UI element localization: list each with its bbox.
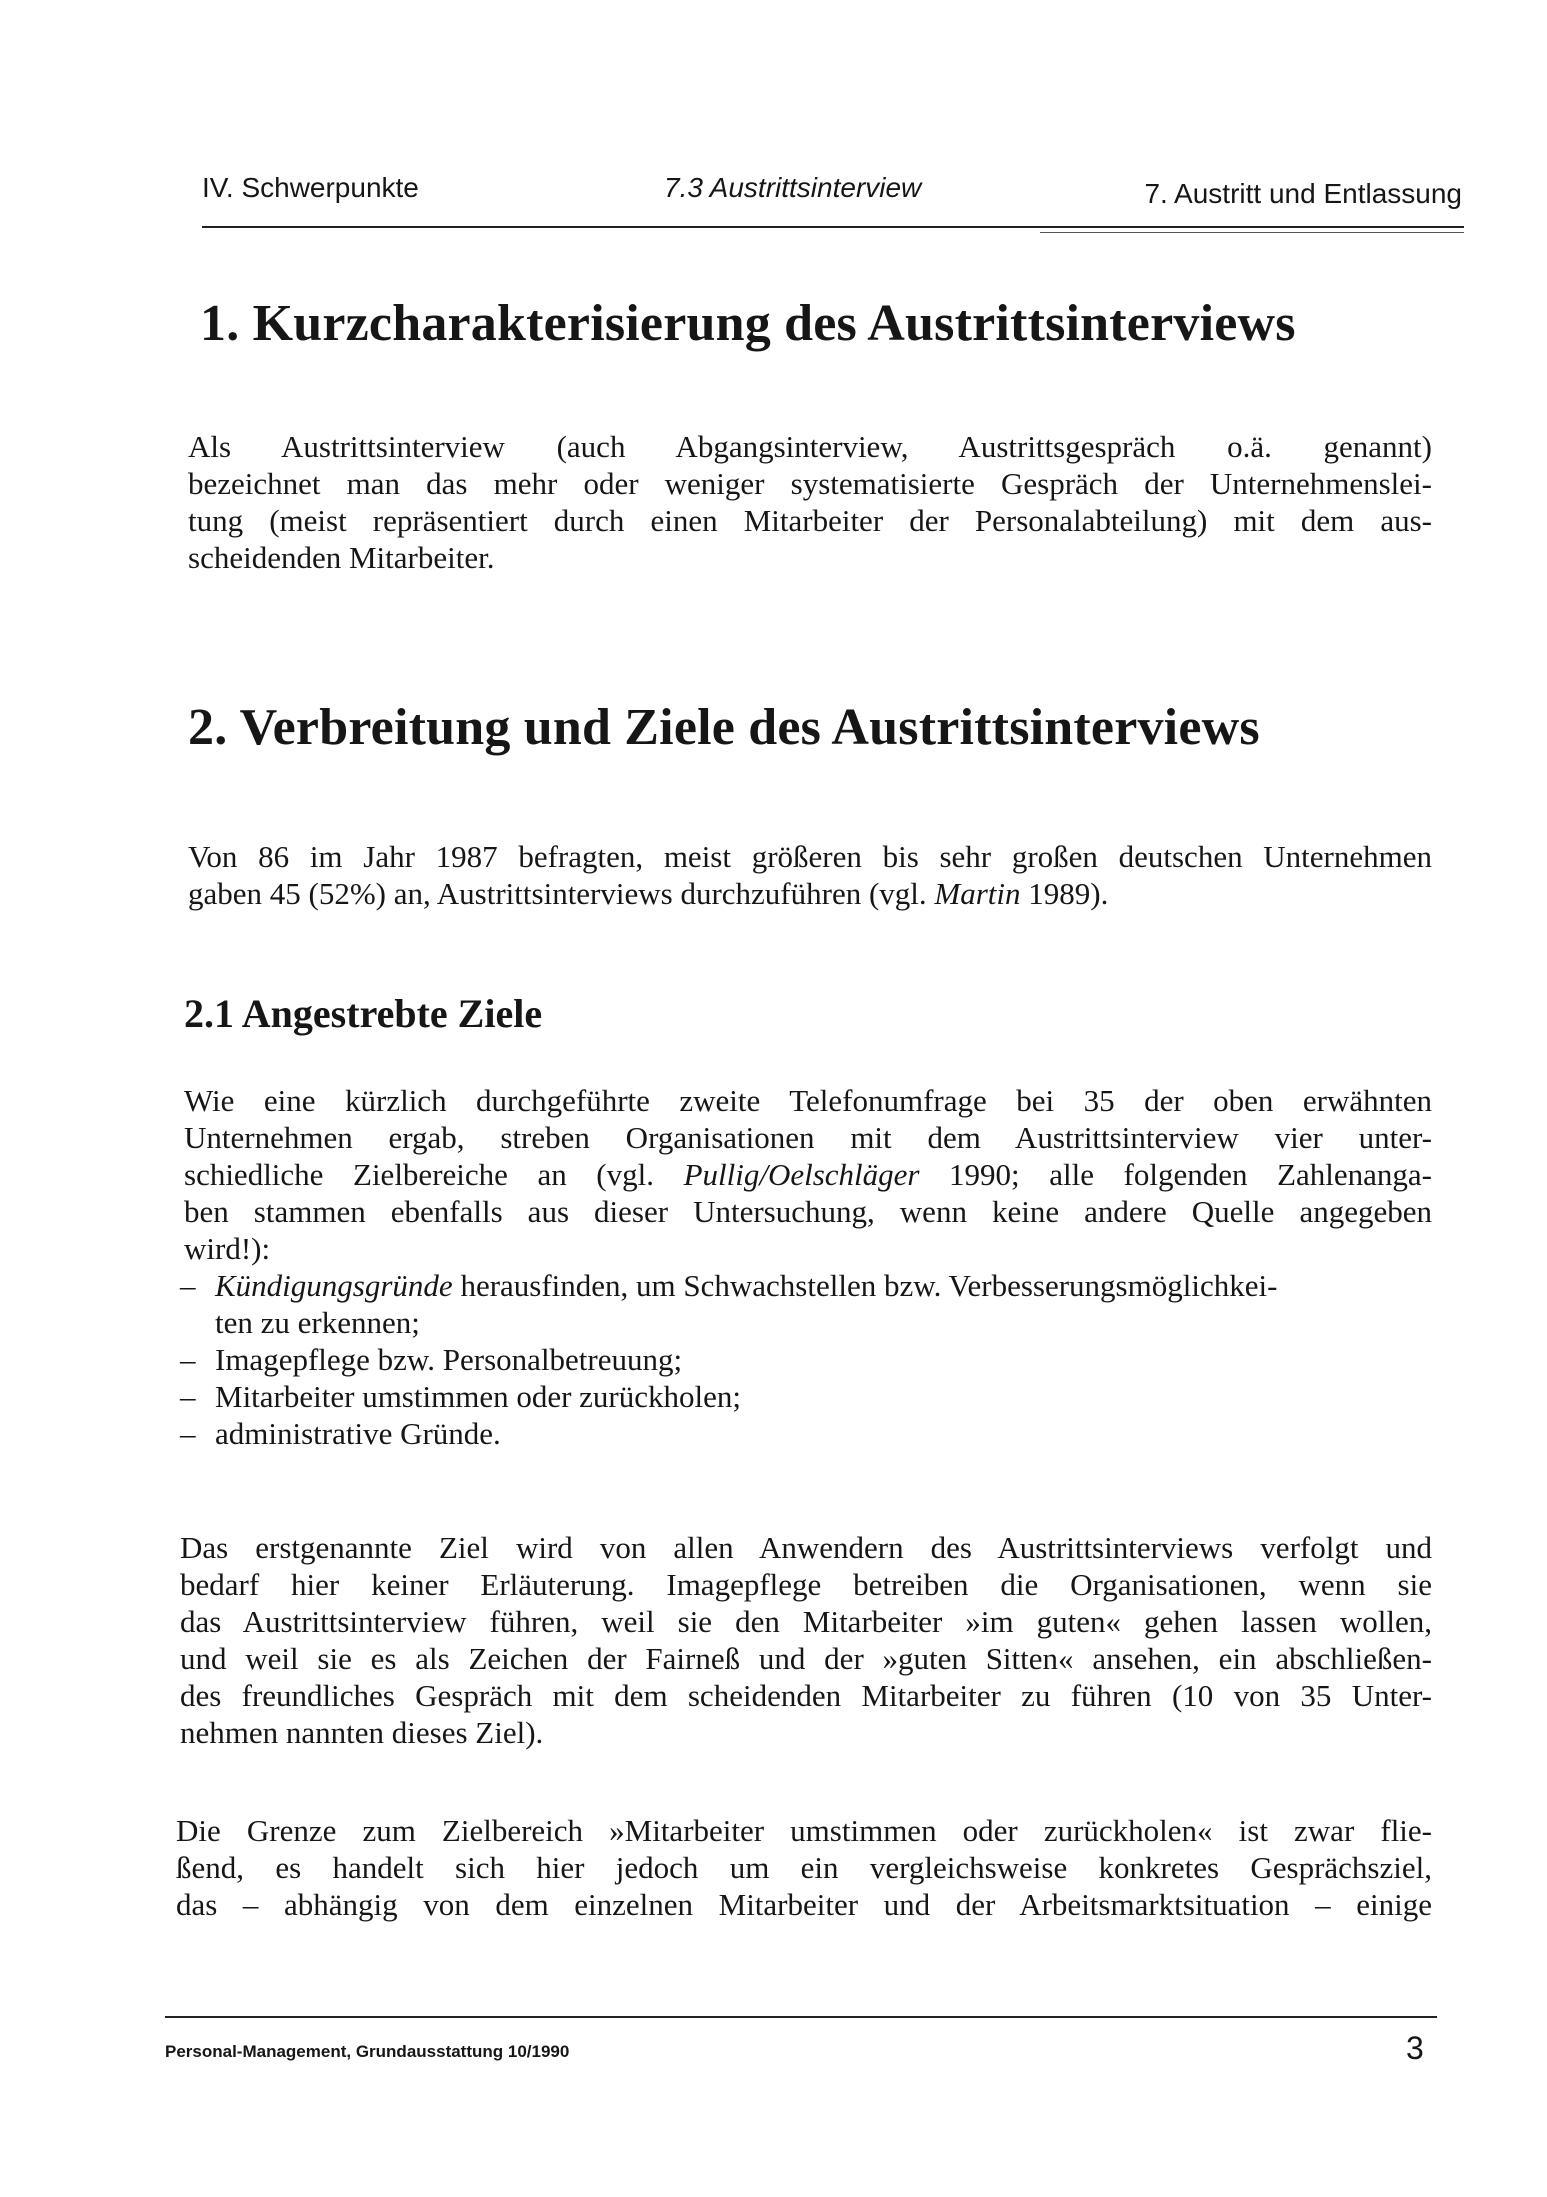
footer-source: Personal-Management, Grundausstattung 10/1990 [165,2042,570,2061]
text-line: scheidenden Mitarbeiter. [188,540,495,575]
bullet-dash: – [180,1379,196,1414]
section-2-heading: 2. Verbreitung und Ziele des Austrittsinterviews [188,699,1260,756]
text-fragment: schiedliche Zielbereiche an (vgl. [184,1157,684,1192]
text-line: bezeichnet man das mehr oder weniger systematisierte Gespräch der Unternehmenslei- [188,466,1432,501]
text-line: des freundliches Gespräch mit dem scheidenden Mitarbeiter zu führen (10 von 35 Unter- [180,1678,1432,1713]
text-line [188,875,1432,912]
text-fragment: 1989). [1020,876,1109,911]
section-1-heading: 1. Kurzcharakterisierung des Austrittsinterviews [200,295,1296,352]
list-item [180,1378,1442,1415]
section-2-1-paragraph-2 [180,1529,1432,1751]
text-line: das Austrittsinterview führen, weil sie den Mitarbeiter »im guten« gehen lassen wollen, [180,1604,1432,1639]
section-2-1-paragraph-3 [176,1812,1432,1923]
text-line: Die Grenze zum Zielbereich »Mitarbeiter umstimmen oder zurückholen« ist zwar flie- [176,1813,1432,1848]
header-divider-secondary [1040,232,1464,233]
header-part-label: IV. Schwerpunkte [202,172,419,203]
text-line: Unternehmen ergab, streben Organisationen mit dem Austrittsinterview vier unter- [184,1120,1432,1155]
text-line: tung (meist repräsentiert durch einen Mitarbeiter der Personalabteilung) mit dem aus- [188,503,1432,538]
text-line: ben stammen ebenfalls aus dieser Untersuchung, wenn keine andere Quelle angegeben [184,1194,1432,1229]
text-line: Das erstgenannte Ziel wird von allen Anwendern des Austrittsinterviews verfolgt und [180,1530,1432,1565]
bullet-dash: – [180,1416,196,1451]
text-line: nehmen nannten dieses Ziel). [180,1715,544,1750]
text-line: Imagepflege bzw. Personalbetreuung; [215,1342,683,1377]
section-2-paragraph [188,838,1432,912]
section-2-1-heading: 2.1 Angestrebte Ziele [184,991,543,1036]
header-divider [202,226,1464,228]
list-item [180,1341,1442,1378]
goals-list [180,1267,1442,1452]
text-line: und weil sie es als Zeichen der Fairneß und der »guten Sitten« ansehen, ein abschließen- [180,1641,1432,1676]
emphasis-term: Kündigungsgründe [215,1268,453,1303]
list-item [180,1415,1442,1452]
text-line: administrative Gründe. [215,1416,501,1451]
text-line: Mitarbeiter umstimmen oder zurückholen; [215,1379,741,1414]
bullet-dash: – [180,1342,196,1377]
citation-author: Pullig/Oelschläger [683,1157,920,1192]
bullet-dash: – [180,1268,196,1303]
text-line: ßend, es handelt sich hier jedoch um ein vergleichsweise konkretes Gesprächsziel, [176,1850,1432,1885]
citation-author: Martin [934,876,1021,911]
header-chapter-label: 7. Austritt und Entlassung [1144,178,1462,209]
text-line: wird!): [184,1231,271,1266]
text-line: das – abhängig von dem einzelnen Mitarbeiter und der Arbeitsmarktsituation – einige [176,1887,1432,1922]
text-line: ten zu erkennen; [215,1305,420,1340]
text-line: Von 86 im Jahr 1987 befragten, meist größeren bis sehr großen deutschen Unternehmen [188,839,1432,874]
text-fragment: herausfinden, um Schwachstellen bzw. Verbesserungsmöglichkei- [452,1268,1278,1303]
text-line: bedarf hier keiner Erläuterung. Imagepflege betreiben die Organisationen, wenn sie [180,1567,1432,1602]
list-item [180,1267,1442,1341]
page-number: 3 [1406,2030,1424,2066]
running-header [202,172,1462,216]
text-fragment: 1990; alle folgenden Zahlenanga- [919,1157,1432,1192]
text-line: Wie eine kürzlich durchgeführte zweite Telefonumfrage bei 35 der oben erwähnten [184,1083,1432,1118]
text-line [215,1267,1442,1304]
text-line: Als Austrittsinterview (auch Abgangsinterview, Austrittsgespräch o.ä. genannt) [188,429,1432,464]
text-line [184,1156,1432,1193]
footer-divider [165,2016,1437,2018]
section-1-paragraph [188,428,1432,576]
header-section-label: 7.3 Austrittsinterview [664,172,922,203]
text-fragment: gaben 45 (52%) an, Austrittsinterviews durchzuführen (vgl. [188,876,935,911]
section-2-1-intro-paragraph [184,1082,1432,1267]
